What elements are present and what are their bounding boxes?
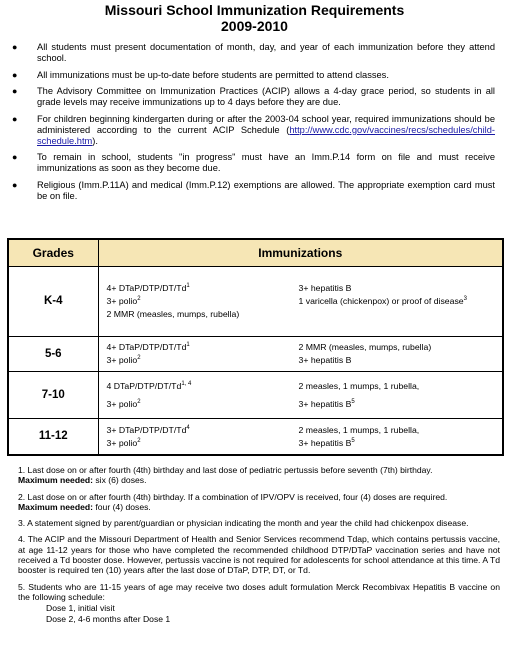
- header-immunizations: Immunizations: [98, 239, 503, 266]
- immunization-item: 3+ hepatitis B: [298, 283, 352, 293]
- immunization-item: 4+ DTaP/$DTP/DT/Td^1$: [106, 283, 190, 293]
- immunization-item: 3+ DTaP/$DTP/DT/Td^4$: [106, 424, 190, 435]
- immunization-item: 3+ polio$^2$: [106, 437, 141, 448]
- bullet-icon: ●: [12, 86, 18, 96]
- table-row: [8, 336, 503, 371]
- requirements-list: [0, 42, 509, 202]
- immunization-item: 1 varicella (chickenpox) or proof of disease$^3$: [298, 296, 467, 306]
- footnote-3: 3. A statement signed by parent/guardian or physician indicating the month and year the child had chickenpox disease.: [18, 518, 469, 529]
- footnotes: [18, 465, 500, 624]
- immunization-table: [7, 238, 504, 456]
- footnote-5-dose-1: Dose 1, initial visit: [46, 603, 115, 614]
- bullet-icon: ●: [12, 113, 18, 124]
- table-row: [8, 418, 503, 455]
- list-item: ● For children beginning kindergarten during or after the 2003-04 school year, required immunizations should be administered according to the current ACIP Schedule (http://www.cdc.gov/vaccines/recs/schedules/child-schedule.htm).: [12, 113, 495, 146]
- immunization-item: 3+ hepatitis $B^5$: [298, 437, 355, 448]
- bullet-icon: ●: [12, 42, 18, 52]
- immunization-item: 3+ hepatitis B: [298, 355, 352, 365]
- acip-schedule-link[interactable]: http://www.cdc.gov/vaccines/recs/schedules/child-schedule.htm: [37, 124, 495, 146]
- table-row: [8, 266, 503, 336]
- immunization-item: 2 measles, 1 mumps, 1 rubella,: [298, 380, 420, 391]
- grade-cell: 7-10: [8, 371, 98, 418]
- immunization-cell: [98, 336, 503, 371]
- list-item: ● Religious (Imm.P.11A) and medical (Imm.P.12) exemptions are allowed. The appropriate exemption card must be on file.: [12, 179, 495, 201]
- list-item: ● All immunizations must be up-to-date before students are permitted to attend classes.: [12, 69, 389, 80]
- immunization-cell: [98, 371, 503, 418]
- immunization-item: 3+ polio$^2$: [106, 355, 141, 365]
- immunization-cell: [98, 266, 503, 336]
- immunization-item: 3+ polio$^2$: [106, 398, 141, 409]
- bullet-icon: ●: [12, 69, 18, 80]
- immunization-item: 2 MMR (measles, mumps, rubella): [298, 342, 432, 352]
- immunization-item: 4+ DTaP/$DTP/DT/Td^1$: [106, 342, 190, 352]
- header-grades: Grades: [8, 239, 98, 266]
- grade-cell: 11-12: [8, 418, 98, 455]
- list-item: ● To remain in school, students "in progress" must have an Imm.P.14 form on file and must receive immunizations as soon as they become due.: [12, 152, 495, 173]
- title-line-2: 2009-2010: [221, 18, 288, 34]
- immunization-item: 2 measles, 1 mumps, 1 rubella,: [298, 424, 420, 435]
- immunization-item: 3+ hepatitis $B^5$: [298, 398, 355, 409]
- list-item: ● The Advisory Committee on Immunization Practices (ACIP) allows a 4-day grace period, so students in all grade levels may receive immunizations up to 4 days before they are due.: [12, 86, 495, 107]
- immunization-item: 3+ polio$^2$: [106, 296, 141, 306]
- bullet-icon: ●: [12, 179, 18, 190]
- table-row: [8, 371, 503, 418]
- footnote-4: 4. The ACIP and the Missouri Department of Health and Senior Services recommend Tdap, which contains pertussis vaccine, at age 11-12 years for those who have completed the recommended childhood DTP/DTaP vaccination series and have not received a Td booster dose. However, pertussis vaccine is not required for adolescents for school attendance at this time. A Td booster is required ten (10) years after the last dose of DTaP, DTP, DT, or Td.: [18, 534, 500, 576]
- footnote-1: 1. Last dose on or after fourth (4th) birthday and last dose of pediatric pertussis before seventh (7th) birthday. Maximum needed: six (6) doses.: [18, 465, 433, 486]
- immunization-item: 4 DTaP/DTP/DT/Td$^{1, 4}$: [106, 380, 192, 391]
- grade-cell: K-4: [8, 266, 98, 336]
- list-item: ● All students must present documentation of month, day, and year of each immunization before they attend school.: [12, 42, 495, 63]
- document-title: [0, 2, 509, 34]
- title-line-1: Missouri School Immunization Requirements: [104, 2, 405, 18]
- bullet-icon: ●: [12, 152, 18, 162]
- immunization-cell: [98, 418, 503, 455]
- footnote-2: 2. Last dose on or after fourth (4th) birthday. If a combination of IPV/OPV is received, four (4) doses are required. Maximum needed: four (4) doses.: [18, 491, 448, 512]
- immunization-item: 2 MMR (measles, mumps, rubella): [106, 309, 240, 319]
- footnote-5: 5. Students who are 11-15 years of age may receive two doses adult formulation Merck Recombivax Hepatitis B vaccine on the following schedule:: [18, 581, 500, 602]
- table-header-row: [8, 239, 503, 266]
- grade-cell: 5-6: [8, 336, 98, 371]
- footnote-5-dose-2: Dose 2, 4-6 months after Dose 1: [46, 613, 171, 624]
